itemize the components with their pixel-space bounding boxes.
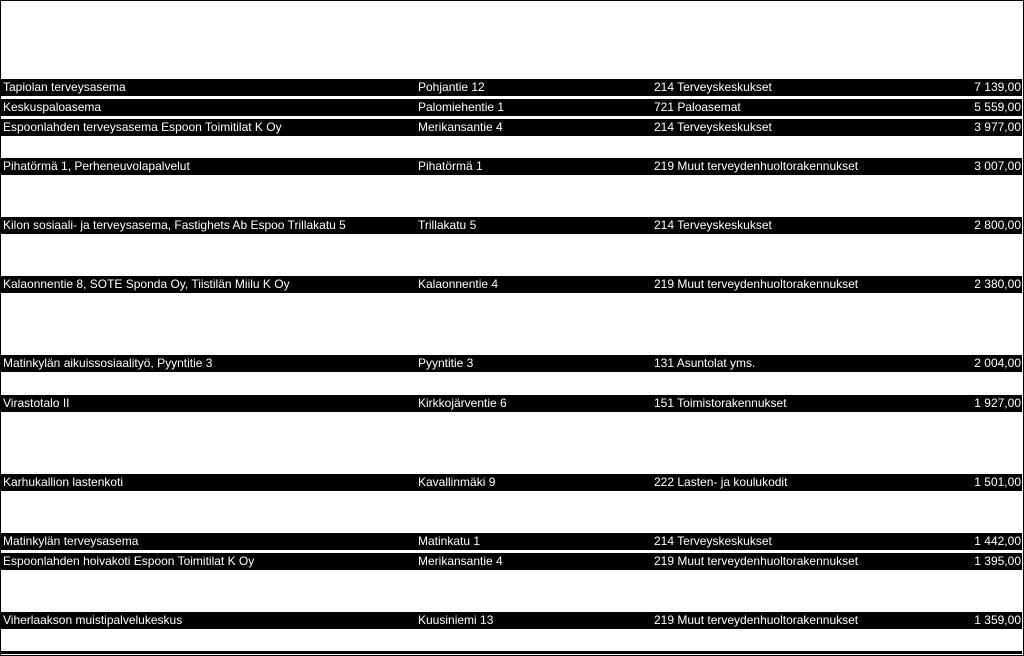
- building-type: 222 Lasten- ja koulukodit: [654, 475, 788, 489]
- building-type: 219 Muut terveydenhuoltorakennukset: [654, 159, 859, 173]
- building-address: Matinkatu 1: [418, 534, 481, 548]
- building-address: Merikansantie 4: [418, 554, 503, 568]
- building-name: Espoonlahden terveysasema Espoon Toimitilat K Oy: [3, 120, 282, 134]
- building-name: Matinkylän terveysasema: [3, 534, 139, 548]
- building-type: 214 Terveyskeskukset: [654, 534, 772, 548]
- table-row: [1, 474, 1022, 491]
- building-name: Matinkylän aikuissosiaalityö, Pyyntitie 3: [3, 356, 213, 370]
- building-address: Merikansantie 4: [418, 120, 503, 134]
- building-address: Pihatörmä 1: [418, 159, 483, 173]
- building-address: Palomiehentie 1: [418, 100, 505, 114]
- building-area: 2 800,00: [974, 218, 1021, 232]
- building-address: Kavallinmäki 9: [418, 475, 496, 489]
- building-area: 2 380,00: [974, 277, 1021, 291]
- table-row: [1, 276, 1022, 293]
- table-row: [1, 79, 1022, 96]
- building-area: 1 927,00: [974, 396, 1021, 410]
- building-type: 151 Toimistorakennukset: [654, 396, 787, 410]
- building-address: Kirkkojärventie 6: [418, 396, 507, 410]
- building-address: Pyyntitie 3: [418, 356, 474, 370]
- building-name: Keskuspaloasema: [3, 100, 102, 114]
- building-area: 2 004,00: [974, 356, 1021, 370]
- building-area: 5 559,00: [974, 100, 1021, 114]
- building-address: Kuusiniemi 13: [418, 613, 494, 627]
- table-row: [1, 158, 1022, 175]
- building-area: 1 395,00: [974, 554, 1021, 568]
- building-name: Espoonlahden hoivakoti Espoon Toimitilat K Oy: [3, 554, 255, 568]
- table-row: [1, 612, 1022, 629]
- building-area: 3 977,00: [974, 120, 1021, 134]
- building-address: Trillakatu 5: [418, 218, 477, 232]
- building-type: 721 Paloasemat: [654, 100, 741, 114]
- bottom-border: [1, 651, 1022, 654]
- building-name: Tapiolan terveysasema: [3, 80, 126, 94]
- building-area: 7 139,00: [974, 80, 1021, 94]
- table-row: [1, 553, 1022, 570]
- building-area: 1 359,00: [974, 613, 1021, 627]
- building-area: 3 007,00: [974, 159, 1021, 173]
- building-area: 1 442,00: [974, 534, 1021, 548]
- table-row: [1, 355, 1022, 372]
- building-type: 219 Muut terveydenhuoltorakennukset: [654, 613, 859, 627]
- building-type: 214 Terveyskeskukset: [654, 80, 772, 94]
- building-type: 131 Asuntolat yms.: [654, 356, 756, 370]
- table-row: [1, 217, 1022, 234]
- building-name: Kilon sosiaali- ja terveysasema, Fastighets Ab Espoo Trillakatu 5: [3, 218, 346, 232]
- building-area: 1 501,00: [974, 475, 1021, 489]
- table-row: [1, 119, 1022, 136]
- building-type: 219 Muut terveydenhuoltorakennukset: [654, 554, 859, 568]
- building-name: Viherlaakson muistipalvelukeskus: [3, 613, 183, 627]
- building-name: Kalaonnentie 8, SOTE Sponda Oy, Tiistilän Miilu K Oy: [3, 277, 290, 291]
- building-type: 214 Terveyskeskukset: [654, 218, 772, 232]
- building-address: Kalaonnentie 4: [418, 277, 499, 291]
- building-name: Virastotalo II: [3, 396, 70, 410]
- building-type: 219 Muut terveydenhuoltorakennukset: [654, 277, 859, 291]
- table-row: [1, 533, 1022, 550]
- building-type: 214 Terveyskeskukset: [654, 120, 772, 134]
- table-row: [1, 395, 1022, 412]
- building-name: Pihatörmä 1, Perheneuvolapalvelut: [3, 159, 190, 173]
- table-row: [1, 99, 1022, 116]
- building-name: Karhukallion lastenkoti: [3, 475, 124, 489]
- building-address: Pohjantie 12: [418, 80, 485, 94]
